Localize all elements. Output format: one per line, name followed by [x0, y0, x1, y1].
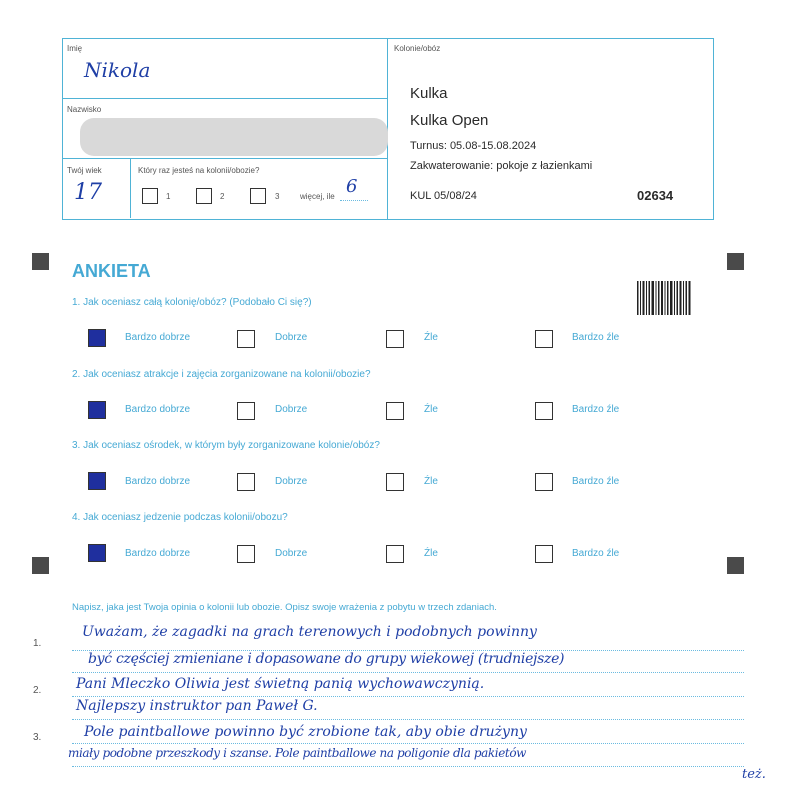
q3-option-zle-label: Źle: [424, 476, 438, 487]
opinion-line-6: [72, 766, 744, 767]
opinion-line-2: [72, 672, 744, 673]
opinion-text-line-5: Pole paintballowe powinno być zrobione tak, aby obie drużyny: [84, 724, 527, 740]
opinion-number-1: 1.: [33, 638, 42, 649]
turnus: Turnus: 05.08-15.08.2024: [410, 140, 537, 152]
barcode-icon: [637, 281, 691, 315]
visit-2-checkbox[interactable]: [196, 188, 212, 204]
imie-value: Nikola: [84, 58, 151, 82]
q3-option-bardzo-dobrze-checkbox-checked[interactable]: [88, 472, 106, 490]
q4-option-bardzo-dobrze-checkbox-checked[interactable]: [88, 544, 106, 562]
opinion-number-2: 2.: [33, 685, 42, 696]
q2-option-bardzo-zle-checkbox[interactable]: [535, 402, 553, 420]
camp-sub: Kulka Open: [410, 112, 489, 129]
wiecej-value: 6: [346, 176, 358, 197]
opinion-number-3: 3.: [33, 732, 42, 743]
opinion-line-5: [72, 743, 744, 744]
q3-option-zle-checkbox[interactable]: [386, 473, 404, 491]
visit-2-label: 2: [220, 192, 225, 201]
registration-mark-top-right: [727, 253, 744, 270]
imie-label: Imię: [67, 44, 83, 53]
header-divider-age: [130, 158, 131, 218]
opinion-text-line-3: Pani Mleczko Oliwia jest świetną panią wychowawczynią.: [76, 676, 485, 692]
q4-option-bardzo-dobrze-label: Bardzo dobrze: [125, 548, 191, 559]
opinion-prompt: Napisz, jaka jest Twoja opinia o kolonii lub obozie. Opisz swoje wrażenia z pobytu w trzech zdaniach.: [72, 602, 497, 613]
q3-option-dobrze-label: Dobrze: [275, 476, 308, 487]
q3-option-bardzo-zle-checkbox[interactable]: [535, 473, 553, 491]
visit-3-checkbox[interactable]: [250, 188, 266, 204]
q4-option-zle-label: Źle: [424, 548, 438, 559]
camp-name: Kulka: [410, 85, 448, 102]
opinion-text-line-6: miały podobne przeszkody i szanse. Pole paintballowe na poligonie dla pakietów: [68, 746, 527, 760]
q1-option-dobrze-label: Dobrze: [275, 332, 308, 343]
q2-option-zle-checkbox[interactable]: [386, 402, 404, 420]
survey-title: ANKIETA: [72, 261, 151, 281]
ktory-raz-label: Który raz jesteś na kolonii/obozie?: [138, 166, 260, 175]
opinion-text-line-7: też.: [742, 767, 766, 782]
q2-option-dobrze-checkbox[interactable]: [237, 402, 255, 420]
q2-option-bardzo-zle-label: Bardzo źle: [572, 404, 620, 415]
q3-option-bardzo-dobrze-label: Bardzo dobrze: [125, 476, 191, 487]
q3-option-bardzo-zle-label: Bardzo źle: [572, 476, 620, 487]
wiecej-line: [340, 200, 368, 201]
wiek-value: 17: [74, 180, 102, 205]
kolonie-label: Kolonie/obóz: [394, 44, 441, 53]
question-3: 3. Jak oceniasz ośrodek, w którym były zorganizowane kolonie/obóz?: [72, 440, 380, 451]
q4-option-bardzo-zle-label: Bardzo źle: [572, 548, 620, 559]
opinion-text-line-4: Najlepszy instruktor pan Paweł G.: [76, 698, 318, 714]
q3-option-dobrze-checkbox[interactable]: [237, 473, 255, 491]
opinion-line-4: [72, 719, 744, 720]
visit-1-label: 1: [166, 192, 171, 201]
form-number: 02634: [637, 188, 674, 203]
question-2: 2. Jak oceniasz atrakcje i zajęcia zorganizowane na kolonii/obozie?: [72, 369, 371, 380]
camp-code: KUL 05/08/24: [410, 190, 477, 202]
registration-mark-bottom-right: [727, 557, 744, 574]
opinion-text-line-1: Uważam, że zagadki na grach terenowych i podobnych powinny: [82, 624, 537, 640]
q4-option-zle-checkbox[interactable]: [386, 545, 404, 563]
q4-option-dobrze-label: Dobrze: [275, 548, 308, 559]
q2-option-dobrze-label: Dobrze: [275, 404, 308, 415]
header-divider-h2: [62, 158, 388, 159]
q1-option-bardzo-dobrze-label: Bardzo dobrze: [125, 332, 191, 343]
opinion-line-3: [72, 696, 744, 697]
q1-option-bardzo-zle-checkbox[interactable]: [535, 330, 553, 348]
q1-option-bardzo-zle-label: Bardzo źle: [572, 332, 620, 343]
nazwisko-label: Nazwisko: [67, 105, 102, 114]
registration-mark-top-left: [32, 253, 49, 270]
q1-option-zle-checkbox[interactable]: [386, 330, 404, 348]
q4-option-bardzo-zle-checkbox[interactable]: [535, 545, 553, 563]
question-4: 4. Jak oceniasz jedzenie podczas kolonii/obozu?: [72, 512, 288, 523]
q2-option-bardzo-dobrze-label: Bardzo dobrze: [125, 404, 191, 415]
q1-option-dobrze-checkbox[interactable]: [237, 330, 255, 348]
q2-option-bardzo-dobrze-checkbox-checked[interactable]: [88, 401, 106, 419]
zakwaterowanie: Zakwaterowanie: pokoje z łazienkami: [410, 160, 593, 172]
question-1: 1. Jak oceniasz całą kolonię/obóz? (Podobało Ci się?): [72, 297, 312, 308]
q1-option-zle-label: Źle: [424, 332, 438, 343]
visit-1-checkbox[interactable]: [142, 188, 158, 204]
header-divider-h1: [62, 98, 388, 99]
q4-option-dobrze-checkbox[interactable]: [237, 545, 255, 563]
wiecej-label: więcej, ile: [300, 192, 335, 201]
q1-option-bardzo-dobrze-checkbox-checked[interactable]: [88, 329, 106, 347]
wiek-label: Twój wiek: [67, 166, 102, 175]
q2-option-zle-label: Źle: [424, 404, 438, 415]
opinion-text-line-2: być częściej zmieniane i dopasowane do grupy wiekowej (trudniejsze): [88, 651, 565, 667]
nazwisko-redaction: [80, 118, 388, 156]
visit-3-label: 3: [275, 192, 280, 201]
registration-mark-bottom-left: [32, 557, 49, 574]
